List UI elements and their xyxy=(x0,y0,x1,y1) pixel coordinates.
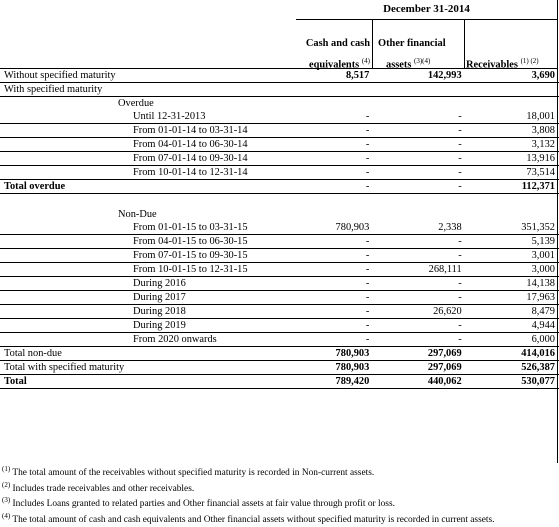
table-row: During 2016 - - 14,138 xyxy=(0,277,559,291)
header-divider xyxy=(372,20,373,69)
column-header-cash-line2: equivalents $^{(4)}$ xyxy=(308,57,370,71)
header-divider xyxy=(464,20,465,69)
footnote: $^{(1)}$ The total amount of the receivables without specified maturity is recorded in Non-current assets. xyxy=(2,465,375,479)
table-row: From 04-01-14 to 06-30-14 - - 3,132 xyxy=(0,138,559,152)
footnote-ref: (3)(4) xyxy=(414,57,431,65)
table-row: With specified maturity xyxy=(0,83,559,97)
period-header: December 31-2014 xyxy=(296,0,557,20)
column-header-receivables-line2: Receivables $^{(1) (2)}$ xyxy=(466,57,539,71)
table-row: From 07-01-15 to 09-30-15 - - 3,001 xyxy=(0,249,559,263)
table-row: From 07-01-14 to 09-30-14 - - 13,916 xyxy=(0,152,559,166)
table-row: Non-Due xyxy=(118,209,157,220)
footnote: $^{(4)}$ The total amount of cash and cash equivalents and Other financial assets without specified maturity is recorded in current assets. xyxy=(2,511,495,525)
column-header-ofa-line1: Other financial xyxy=(378,38,446,49)
footnote-ref: (1) (2) xyxy=(520,57,539,65)
table-row: Until 12-31-2013 - - 18,001 xyxy=(0,110,559,124)
table-row: During 2017 - - 17,963 xyxy=(0,291,559,305)
footnote: $^{(3)}$ Includes Loans granted to related parties and Other financial assets at fair value through profit or loss. xyxy=(2,496,395,510)
table-row: From 10-01-15 to 12-31-15 - 268,111 3,000 xyxy=(0,263,559,277)
table-row: Overdue xyxy=(118,98,154,109)
table-row: From 01-01-14 to 03-31-14 - - 3,808 xyxy=(0,124,559,138)
table-row: During 2018 - 26,620 8,479 xyxy=(0,305,559,319)
column-header-cash-line1: Cash and cash xyxy=(305,38,370,49)
table-row-total-non-due: Total non-due 780,903 297,069 414,016 xyxy=(0,347,559,361)
table-row: From 01-01-15 to 03-31-15 780,903 2,338 351,352 xyxy=(0,221,559,235)
table-row: From 2020 onwards - - 6,000 xyxy=(0,333,559,347)
footnotes xyxy=(0,464,557,527)
maturity-table xyxy=(0,69,559,389)
footnote: $^{(2)}$ Includes trade receivables and other receivables. xyxy=(2,480,195,494)
table-row: From 10-01-14 to 12-31-14 - - 73,514 xyxy=(0,166,559,180)
table-row-total-overdue: Total overdue - - 112,371 xyxy=(0,180,559,194)
table-row: Without specified maturity 8,517 142,993 3,690 xyxy=(0,69,559,83)
footnote-ref: (4) xyxy=(361,57,370,65)
table-row-total-specified: Total with specified maturity 780,903 297,069 526,387 xyxy=(0,361,559,375)
table-row: From 04-01-15 to 06-30-15 - - 5,139 xyxy=(0,235,559,249)
table-row: During 2019 - - 4,944 xyxy=(0,319,559,333)
table-spacer xyxy=(0,194,559,209)
column-header-ofa-line2: assets $^{(3)(4)}$ xyxy=(386,57,431,71)
table-row-grand-total: Total 789,420 440,062 530,077 xyxy=(0,375,559,389)
